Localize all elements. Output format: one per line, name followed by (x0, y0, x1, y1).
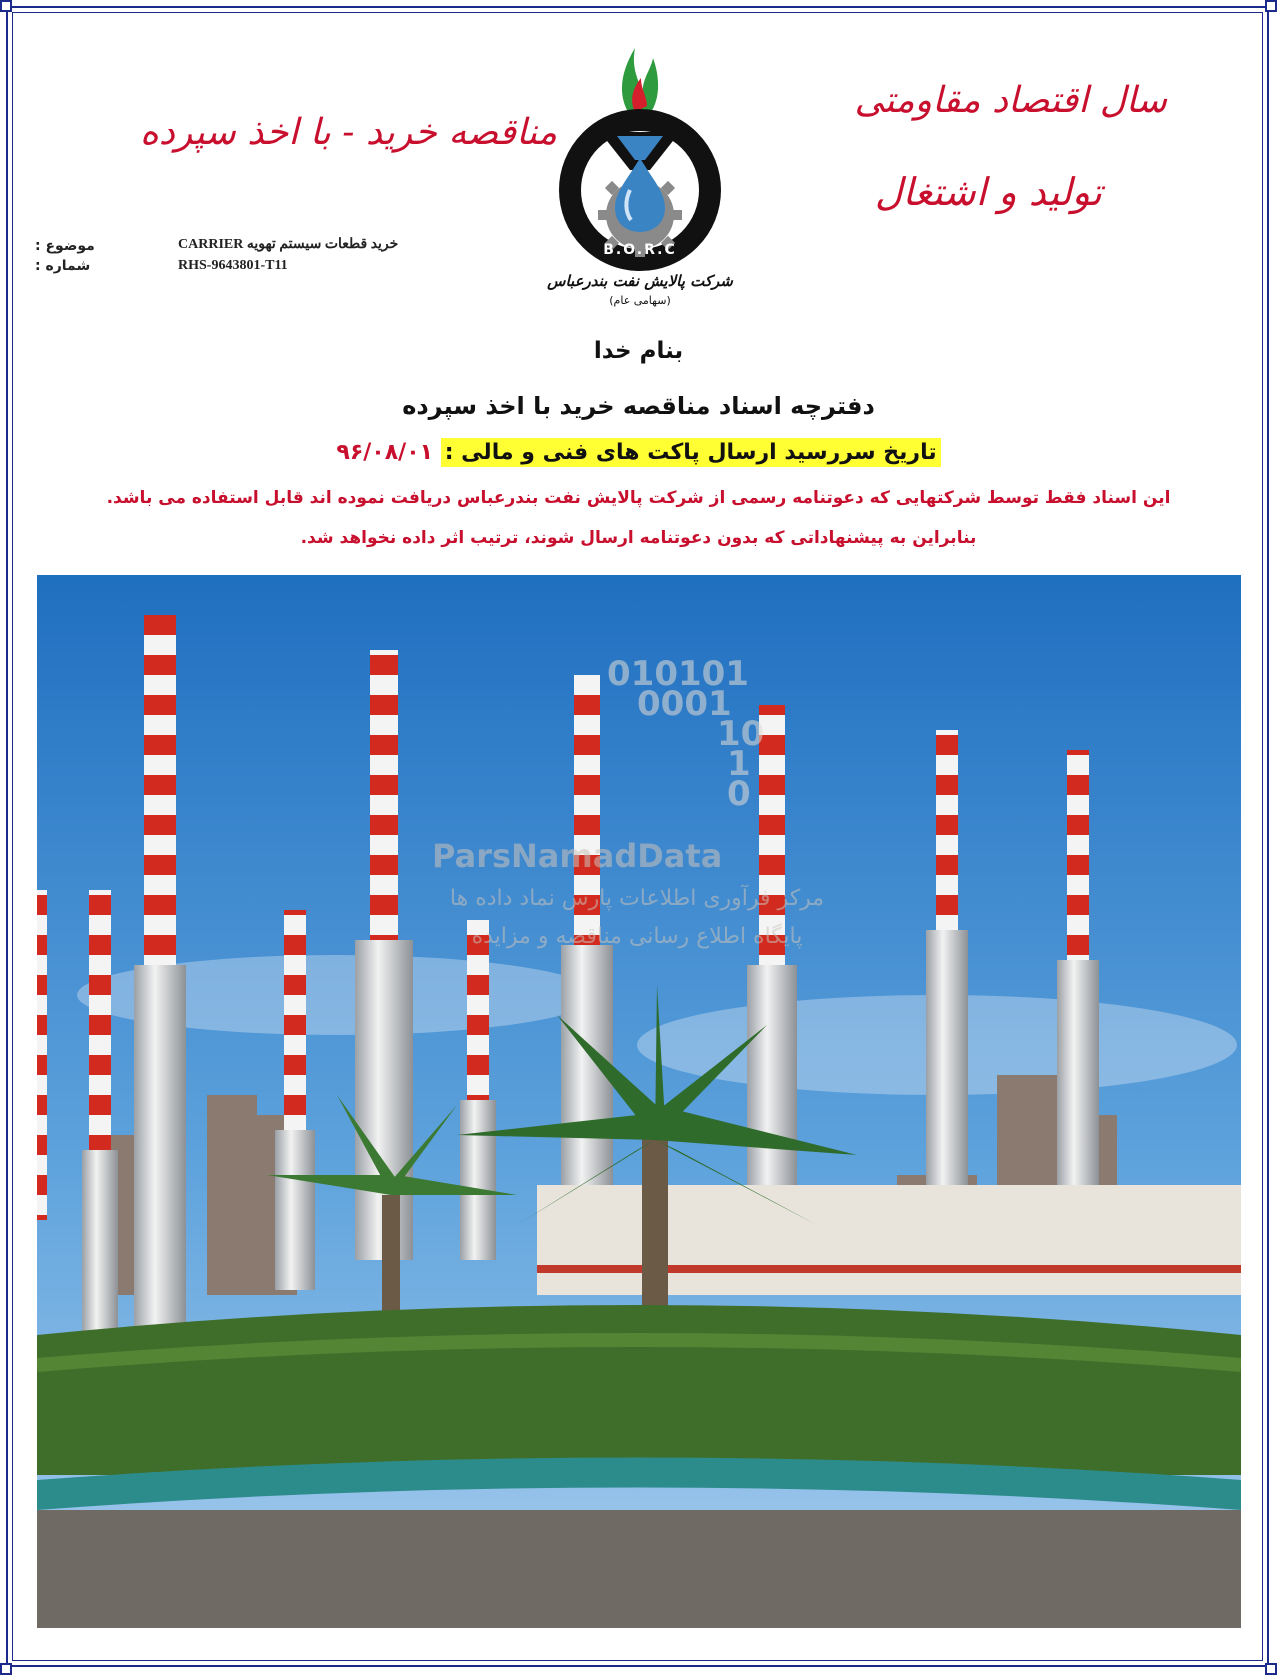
number-label: شماره : (35, 258, 91, 274)
logo-letters: B.O.R.C (603, 242, 677, 258)
year-slogan-line1: سال اقتصاد مقاومتی (854, 80, 1167, 121)
document-title: دفترچه اسناد مناقصه خرید با اخذ سپرده (402, 392, 875, 420)
deadline-label: تاریخ سررسید ارسال پاکت های فنی و مالی : (441, 438, 941, 467)
watermark-line2: پایگاه اطلاع رسانی مناقصه و مزایده (471, 924, 803, 949)
corner-ornament (1265, 0, 1277, 12)
logo-company-type: (سهامی عام) (609, 294, 671, 307)
watermark-digits-1: 010101 (607, 654, 749, 694)
year-slogan-line2: تولید و اشتغال (874, 170, 1102, 214)
subject-value: CARRIER خرید قطعات سیستم تهویه (178, 237, 399, 252)
refinery-photo (37, 575, 1241, 1628)
logo-company-name: شرکت پالایش نفت بندرعباس (547, 272, 733, 290)
company-logo (535, 40, 745, 310)
watermark-digits-3: 10 (717, 714, 765, 754)
subject-label: موضوع : (35, 238, 95, 254)
refinery-photo-illustration (37, 575, 1241, 1628)
notice-line-1: این اسناد فقط توسط شرکتهایی که دعوتنامه رسمی از شرکت پالایش نفت بندرعباس دریافت نموده اند قابل استفاده می باشد. (106, 488, 1171, 508)
corner-ornament (0, 0, 12, 12)
corner-ornament (0, 1663, 12, 1675)
watermark-brand: ParsNamadData (432, 837, 723, 875)
number-value: RHS-9643801-T11 (178, 258, 288, 273)
notice-line-2: بنابراین به پیشنهاداتی که بدون دعوتنامه ارسال شوند، ترتیب اثر داده نخواهد شد. (300, 528, 977, 548)
watermark-digits-2: 0001 (637, 684, 732, 724)
company-logo-icon (535, 40, 745, 280)
deadline-date: ۹۶/۰۸/۰۱ (336, 440, 434, 465)
tender-type-heading: مناقصه خرید - با اخذ سپرده (140, 112, 558, 153)
watermark-digits-5: 0 (727, 774, 751, 814)
basmala: بنام خدا (593, 338, 684, 364)
deadline-line (0, 440, 1277, 465)
watermark-digits-4: 1 (727, 744, 751, 784)
corner-ornament (1265, 1663, 1277, 1675)
watermark-line1: مرکز فرآوری اطلاعات پارس نماد داده ها (449, 886, 825, 911)
